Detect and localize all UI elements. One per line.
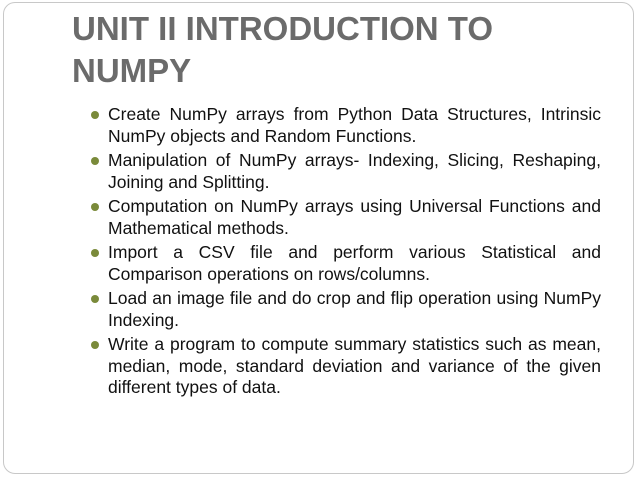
bullet-text: Create NumPy arrays from Python Data Structures, Intrinsic NumPy objects and Random Functions. (108, 104, 601, 146)
bullet-text: Computation on NumPy arrays using Universal Functions and Mathematical methods. (108, 196, 601, 238)
slide-title: UNIT II INTRODUCTION TO NUMPY (72, 10, 494, 89)
bullet-dot-icon (91, 157, 99, 165)
bullet-item (91, 196, 601, 239)
bullet-item (91, 334, 601, 399)
bullet-item (91, 288, 601, 331)
bullet-text: Load an image file and do crop and flip operation using NumPy Indexing. (108, 288, 601, 330)
bullet-text: Import a CSV file and perform various Statistical and Comparison operations on rows/columns. (108, 242, 601, 284)
bullet-item (91, 150, 601, 193)
bullet-item (91, 104, 601, 147)
bullet-list (91, 104, 601, 402)
bullet-dot-icon (91, 249, 99, 257)
bullet-dot-icon (91, 341, 99, 349)
bullet-text: Write a program to compute summary statistics such as mean, median, mode, standard deviation and variance of the given different types of data. (108, 334, 601, 397)
bullet-dot-icon (91, 295, 99, 303)
bullet-dot-icon (91, 111, 99, 119)
bullet-text: Manipulation of NumPy arrays- Indexing, Slicing, Reshaping, Joining and Splitting. (108, 150, 601, 192)
bullet-dot-icon (91, 203, 99, 211)
bullet-item (91, 242, 601, 285)
